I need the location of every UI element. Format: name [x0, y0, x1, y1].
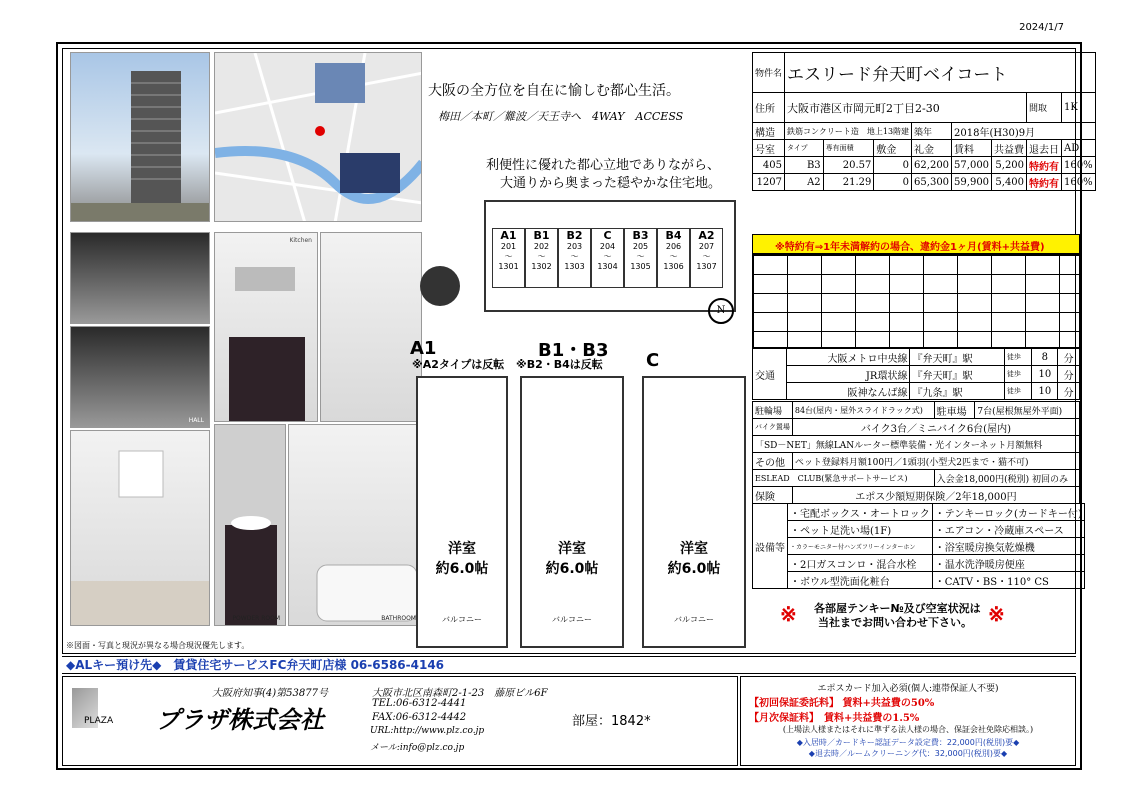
company-tel: TEL:06-6312-4441: [372, 698, 467, 709]
building-unit-a1: [492, 228, 525, 288]
units-header-cell: 専有面積: [823, 140, 874, 157]
license-number: 大阪府知事(4)第53877号: [212, 688, 328, 699]
unit-row: [753, 174, 1096, 191]
unit-leave-cell: 特約有: [1027, 157, 1062, 174]
print-date: 2024/1/7: [1019, 22, 1064, 33]
building-unit-b4: [657, 228, 690, 288]
unit-cell: 5,400: [992, 174, 1027, 191]
building-unit-a2: [690, 228, 723, 288]
equipment-item: ・テンキーロック(カードキー付): [932, 504, 1084, 521]
property-address: 大阪市港区市岡元町2丁目2-30: [785, 93, 1027, 123]
unit-cell: B3: [785, 157, 824, 174]
headline-body-1: 利便性に優れた都心立地でありながら、: [486, 158, 721, 173]
headline-body-2: 大通りから奥まった穏やかな住宅地。: [500, 176, 722, 191]
bathroom-photo: BATHROOM: [288, 424, 422, 626]
empty-unit-rows: [752, 254, 1080, 348]
units-header-cell: 号室: [753, 140, 785, 157]
special-terms-note: ※特約有⇒1年未満解約の場合、違約金1ヶ月(賃料+共益費): [752, 234, 1080, 254]
key-note-1: 各部屋テンキー№及び空室状況は: [814, 602, 981, 615]
transport-label: 交通: [753, 349, 787, 400]
guarantee-line-4: (上場法人様またはそれに準ずる法人様の場合、保証会社免除応相談。): [782, 725, 1034, 734]
building-unit-numbers: 207 〜 1307: [696, 242, 717, 271]
transport-table: [752, 348, 1080, 400]
equipment-table: [752, 503, 1085, 589]
units-header-cell: AD: [1062, 140, 1096, 157]
note-mark-left-icon: ※: [780, 602, 797, 626]
building-unit-type: B4: [665, 229, 682, 242]
building-unit-numbers: 203 〜 1303: [564, 242, 585, 271]
building-unit-type: B2: [566, 229, 583, 242]
building-unit-b1: [525, 228, 558, 288]
unit-cell: 20.57: [823, 157, 874, 174]
building-unit-c: [591, 228, 624, 288]
unit-cell: 0: [874, 157, 912, 174]
corridor-photo: [320, 232, 422, 422]
equipment-item: ・浴室暖房換気乾燥機: [932, 538, 1084, 555]
plan-a1-title: A1: [410, 338, 437, 359]
building-unit-type: C: [603, 229, 612, 242]
pet-dog-icon: [420, 266, 460, 306]
key-note-2: 当社までお問い合わせ下さい。: [818, 616, 972, 629]
plan-b1-note: ※B2・B4は反転: [516, 358, 603, 371]
building-unit-b2: [558, 228, 591, 288]
units-header-cell: 退去日: [1027, 140, 1062, 157]
plaza-logo-text: PLAZA: [84, 716, 114, 726]
headline-main: 大阪の全方位を自在に愉しむ都心生活。: [428, 83, 680, 99]
transport-mode: 徒歩: [1004, 383, 1032, 400]
property-spec-table: 物件名 エスリード弁天町ベイコート 住所 大阪市港区市岡元町2丁目2-30 間取 1K 構造 鉄筋コンクリート造 地上13階建 築年 2018年(H30)9月 号室 タイプ 専有面積 敷金 礼金 賃料 共益費 退去日 AD 405 B3 20.57 0 62,200 57,000 5,200 特約有 160% 1207 A2 21.29 0 65,300 59,900 5,400 特約有 160%: [752, 52, 1096, 191]
units-header-cell: 敷金: [874, 140, 912, 157]
equipment-item: ・カラーモニター付ハンズフリーインターホン: [788, 538, 933, 555]
property-layout: 1K: [1062, 93, 1096, 123]
unit-cell: 21.29: [823, 174, 874, 191]
guarantee-box: [740, 676, 1076, 766]
unit-leave-cell: 特約有: [1027, 174, 1062, 191]
unit-ad-cell: 160%: [1062, 157, 1096, 174]
hall-photo: HALL: [70, 326, 210, 428]
guarantee-line-5: ◆入居時／カードキー認証データ設定費：22,000円(税別)要◆: [796, 738, 1020, 747]
transport-row: [753, 349, 1080, 366]
unit-cell: 65,300: [912, 174, 952, 191]
transport-row: [753, 383, 1080, 400]
unit-cell: 5,200: [992, 157, 1027, 174]
disclaimer: ※図面・写真と現況が異なる場合現況優先します。: [66, 641, 250, 650]
building-unit-numbers: 206 〜 1306: [663, 242, 684, 271]
powder-room-photo: POWDER ROOM: [214, 424, 286, 626]
company-fax: FAX:06-6312-4442: [372, 712, 467, 723]
building-unit-numbers: 205 〜 1305: [630, 242, 651, 271]
transport-station: 『九条』駅: [910, 383, 1004, 400]
guarantee-line-3: 【月次保証料】 賃料+共益費の1.5%: [749, 713, 920, 724]
transport-minutes: 10: [1032, 366, 1058, 383]
area-map: [214, 52, 422, 222]
building-photo: [70, 52, 210, 222]
building-unit-type: A2: [698, 229, 715, 242]
plan-b1-title: B1・B3: [538, 340, 609, 361]
transport-line: JR環状線: [787, 366, 910, 383]
unit-cell: 59,900: [952, 174, 992, 191]
unit-cell: 0: [874, 174, 912, 191]
floor-plan-c: 洋室 約6.0帖 バルコニー: [642, 376, 746, 648]
transport-row: [753, 366, 1080, 383]
building-unit-type: B1: [533, 229, 550, 242]
north-arrow-icon: N: [708, 298, 734, 324]
equipment-row: [753, 572, 1085, 589]
building-unit-b3: [624, 228, 657, 288]
transport-minutes: 8: [1032, 349, 1058, 366]
transport-minutes: 10: [1032, 383, 1058, 400]
equipment-row: [753, 504, 1085, 521]
units-header-cell: 礼金: [912, 140, 952, 157]
building-unit-type: B3: [632, 229, 649, 242]
building-unit-numbers: 201 〜 1301: [498, 242, 519, 271]
room-code: 部屋：1842*: [572, 714, 651, 729]
floor-plan-a1: 洋室 約6.0帖 バルコニー: [416, 376, 508, 648]
transport-station: 『弁天町』駅: [910, 349, 1004, 366]
building-unit-numbers: 202 〜 1302: [531, 242, 552, 271]
property-name: エスリード弁天町ベイコート: [785, 53, 1096, 93]
company-address: 大阪市北区南森町2-1-23 藤原ビル6F: [372, 688, 548, 699]
facilities-table: 駐輪場 84台(屋内・屋外スライドラック式) 駐車場 7台(屋根無屋外平面) バイク置場 バイク3台／ミニバイク6台(屋内) 「SD－NET」無線LANルーター標準装備・光インターネット月額無料 その他 ペット登録料月額100円／1頭羽(小型犬2匹まで・猫不可) ESLEAD CLUB(緊急サポートサービス) 入会金18,000円(税別) 初回のみ 保険 エポス少額短期保険／2年18,000円: [752, 401, 1080, 504]
equipment-item: ・ペット足洗い場(1F): [788, 521, 933, 538]
transport-unit: 分: [1058, 383, 1080, 400]
plan-a1-note: ※A2タイプは反転: [412, 358, 505, 371]
units-header-cell: 賃料: [952, 140, 992, 157]
equipment-item: ・2口ガスコンロ・混合水栓: [788, 555, 933, 572]
unit-cell: A2: [785, 174, 824, 191]
guarantee-line-1: エポスカード加入必須(個人:連帯保証人不要): [817, 684, 999, 694]
transport-mode: 徒歩: [1004, 366, 1032, 383]
transport-station: 『弁天町』駅: [910, 366, 1004, 383]
units-header-cell: 共益費: [992, 140, 1027, 157]
equipment-item: ・温水洗浄暖房便座: [932, 555, 1084, 572]
transport-mode: 徒歩: [1004, 349, 1032, 366]
equipment-item: ・ボウル型洗面化粧台: [788, 572, 933, 589]
key-holder-banner: ◆ALキー預け先◆ 賃貸住宅サービスFC弁天町店様 06-6586-4146: [62, 656, 1076, 674]
unit-cell: 405: [753, 157, 785, 174]
guarantee-line-6: ◆退去時／ルームクリーニング代：32,000円(税別)要◆: [808, 749, 1008, 758]
headline-sub: 梅田／本町／難波／天王寺へ 4WAY ACCESS: [438, 110, 684, 123]
transport-unit: 分: [1058, 366, 1080, 383]
equipment-row: [753, 538, 1085, 555]
building-floor-plan: [484, 200, 736, 312]
unit-cell: 62,200: [912, 157, 952, 174]
note-mark-right-icon: ※: [988, 602, 1005, 626]
building-unit-type: A1: [500, 229, 517, 242]
transport-unit: 分: [1058, 349, 1080, 366]
kitchen-photo: Kitchen: [214, 232, 318, 422]
guarantee-line-2: 【初回保証委託料】 賃料+共益費の50%: [749, 698, 935, 709]
unit-cell: 1207: [753, 174, 785, 191]
transport-line: 大阪メトロ中央線: [787, 349, 910, 366]
unit-cell: 57,000: [952, 157, 992, 174]
unit-ad-cell: 160%: [1062, 174, 1096, 191]
company-name: プラザ株式会社: [156, 705, 324, 734]
equipment-item: ・エアコン・冷蔵庫スペース: [932, 521, 1084, 538]
room-photo: [70, 430, 210, 626]
unit-row: [753, 157, 1096, 174]
units-header-cell: タイプ: [785, 140, 824, 157]
equipment-row: [753, 555, 1085, 572]
company-url[interactable]: URL:http://www.plz.co.jp: [370, 726, 485, 736]
entrance-photo: [70, 232, 210, 324]
floor-plan-b1: 洋室 約6.0帖 バルコニー: [520, 376, 624, 648]
equipment-label: 設備等: [753, 504, 788, 589]
company-mail[interactable]: メール:info@plz.co.jp: [370, 743, 465, 753]
equipment-item: ・CATV・BS・110° CS: [932, 572, 1084, 589]
equipment-row: [753, 521, 1085, 538]
building-unit-numbers: 204 〜 1304: [597, 242, 618, 271]
equipment-item: ・宅配ボックス・オートロック: [788, 504, 933, 521]
transport-line: 阪神なんば線: [787, 383, 910, 400]
plan-c-title: C: [646, 350, 660, 371]
